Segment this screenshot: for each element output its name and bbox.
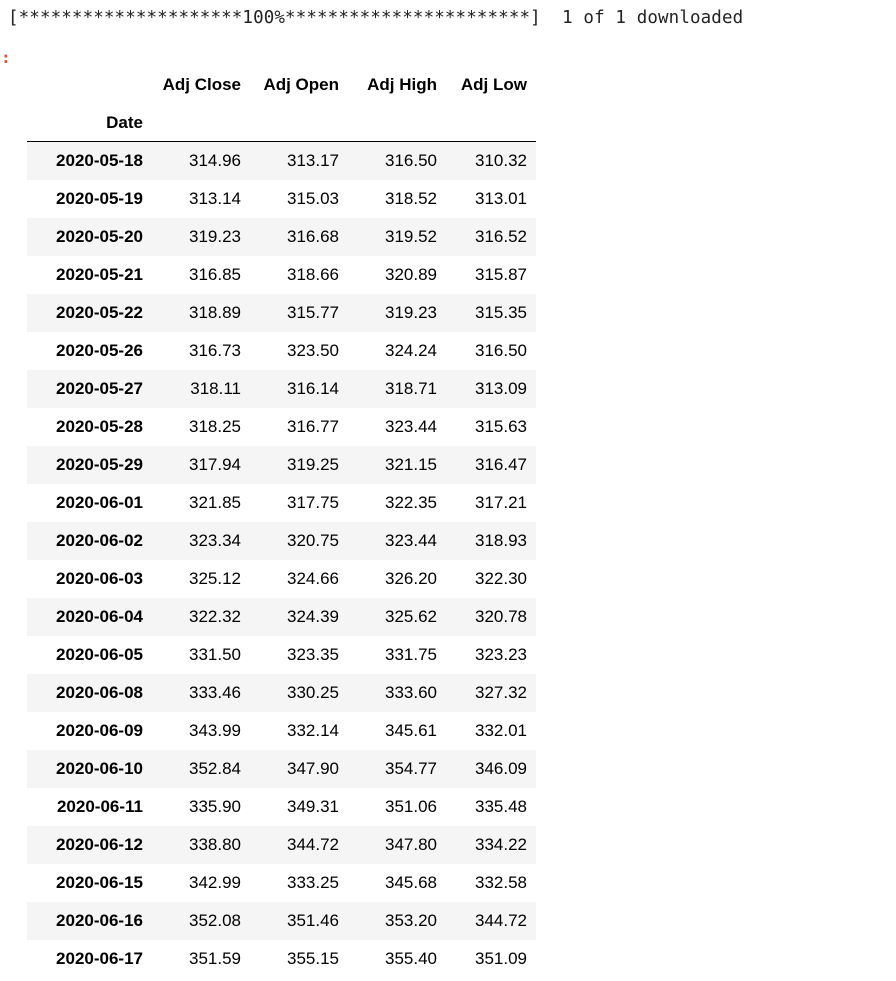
table-row [27, 940, 536, 978]
row-date: 2020-06-11 [56, 797, 143, 816]
cell-adj-open: 315.03 [287, 189, 339, 208]
cell-adj-open: 316.77 [287, 417, 339, 436]
cell-adj-close: 314.96 [189, 151, 241, 170]
cell-adj-close: 317.94 [189, 455, 241, 474]
cell-adj-open: 323.35 [287, 645, 339, 664]
table-row [27, 294, 536, 332]
cell-adj-close: 318.25 [189, 417, 241, 436]
table-row [27, 902, 536, 940]
cell-adj-close: 325.12 [189, 569, 241, 588]
index-corner-cell [27, 65, 143, 105]
cell-adj-high: 323.44 [385, 417, 437, 436]
cell-adj-close: 333.46 [189, 683, 241, 702]
cell-adj-close: 352.08 [189, 911, 241, 930]
cell-adj-low: 322.30 [475, 569, 527, 588]
cell-adj-low: 346.09 [475, 759, 527, 778]
cell-adj-high: 324.24 [385, 341, 437, 360]
row-date: 2020-06-08 [56, 683, 143, 702]
cell-adj-high: 319.23 [385, 303, 437, 322]
cell-adj-open: 351.46 [287, 911, 339, 930]
cell-adj-high: 354.77 [385, 759, 437, 778]
row-date: 2020-05-20 [56, 227, 143, 246]
row-date: 2020-05-26 [56, 341, 143, 360]
cell-adj-open: 316.14 [287, 379, 339, 398]
cell-adj-open: 315.77 [287, 303, 339, 322]
row-date: 2020-06-05 [56, 645, 143, 664]
column-header-adj-low: Adj Low [460, 75, 527, 94]
table-row [27, 674, 536, 712]
download-progress-output: [*********************100%***********************] 1 of 1 downloaded [8, 8, 744, 28]
row-date: 2020-06-01 [56, 493, 143, 512]
row-date: 2020-05-19 [56, 189, 143, 208]
cell-adj-low: 323.23 [475, 645, 527, 664]
cell-adj-open: 320.75 [287, 531, 339, 550]
cell-adj-close: 316.85 [189, 265, 241, 284]
column-header-row [27, 65, 536, 105]
table-row [27, 712, 536, 750]
row-date: 2020-06-10 [56, 759, 143, 778]
table-row [27, 560, 536, 598]
cell-adj-high: 345.61 [385, 721, 437, 740]
cell-adj-open: 332.14 [287, 721, 339, 740]
cell-adj-low: 310.32 [475, 151, 527, 170]
cell-adj-high: 318.52 [385, 189, 437, 208]
row-date: 2020-06-17 [56, 949, 143, 968]
cell-adj-open: 316.68 [287, 227, 339, 246]
cell-adj-low: 317.21 [475, 493, 527, 512]
cell-adj-low: 320.78 [475, 607, 527, 626]
index-name-row [27, 105, 536, 142]
table-row [27, 332, 536, 370]
cell-adj-low: 334.22 [475, 835, 527, 854]
cell-adj-open: 317.75 [287, 493, 339, 512]
cell-adj-close: 338.80 [189, 835, 241, 854]
cell-adj-open: 347.90 [287, 759, 339, 778]
table-row [27, 522, 536, 560]
cell-adj-open: 355.15 [287, 949, 339, 968]
cell-adj-low: 335.48 [475, 797, 527, 816]
row-date: 2020-06-12 [56, 835, 143, 854]
row-date: 2020-06-04 [56, 607, 143, 626]
cell-adj-close: 322.32 [189, 607, 241, 626]
cell-adj-close: 343.99 [189, 721, 241, 740]
cell-adj-high: 326.20 [385, 569, 437, 588]
column-header-adj-open: Adj Open [263, 75, 339, 94]
cell-adj-low: 332.01 [475, 721, 527, 740]
cell-adj-open: 349.31 [287, 797, 339, 816]
cell-adj-high: 316.50 [385, 151, 437, 170]
cell-adj-close: 319.23 [189, 227, 241, 246]
table-row [27, 636, 536, 674]
index-name-date: Date [27, 105, 143, 142]
cell-adj-low: 316.52 [475, 227, 527, 246]
row-date: 2020-05-21 [56, 265, 143, 284]
table-row [27, 750, 536, 788]
dataframe-table [27, 65, 536, 978]
table-row [27, 864, 536, 902]
output-prompt-marker: : [1, 48, 11, 67]
cell-adj-high: 355.40 [385, 949, 437, 968]
row-date: 2020-06-15 [56, 873, 143, 892]
cell-adj-low: 316.50 [475, 341, 527, 360]
cell-adj-low: 316.47 [475, 455, 527, 474]
cell-adj-low: 315.87 [475, 265, 527, 284]
cell-adj-close: 342.99 [189, 873, 241, 892]
cell-adj-open: 318.66 [287, 265, 339, 284]
table-row [27, 142, 536, 181]
cell-adj-open: 313.17 [287, 151, 339, 170]
cell-adj-high: 345.68 [385, 873, 437, 892]
cell-adj-open: 319.25 [287, 455, 339, 474]
cell-adj-high: 321.15 [385, 455, 437, 474]
cell-adj-open: 333.25 [287, 873, 339, 892]
cell-adj-low: 315.35 [475, 303, 527, 322]
table-row [27, 256, 536, 294]
cell-adj-high: 323.44 [385, 531, 437, 550]
column-header-adj-high: Adj High [367, 75, 437, 94]
cell-adj-close: 351.59 [189, 949, 241, 968]
clipped-previous-output [0, 0, 896, 4]
cell-adj-low: 315.63 [475, 417, 527, 436]
cell-adj-low: 313.09 [475, 379, 527, 398]
table-row [27, 218, 536, 256]
row-date: 2020-05-29 [56, 455, 143, 474]
table-row [27, 180, 536, 218]
cell-adj-close: 318.89 [189, 303, 241, 322]
row-date: 2020-06-09 [56, 721, 143, 740]
cell-adj-open: 324.39 [287, 607, 339, 626]
cell-adj-close: 313.14 [189, 189, 241, 208]
cell-adj-high: 318.71 [385, 379, 437, 398]
cell-adj-close: 323.34 [189, 531, 241, 550]
table-row [27, 788, 536, 826]
cell-adj-high: 333.60 [385, 683, 437, 702]
cell-adj-high: 331.75 [385, 645, 437, 664]
cell-adj-close: 316.73 [189, 341, 241, 360]
table-row [27, 484, 536, 522]
table-row [27, 370, 536, 408]
cell-adj-high: 351.06 [385, 797, 437, 816]
row-date: 2020-06-16 [56, 911, 143, 930]
cell-adj-low: 332.58 [475, 873, 527, 892]
cell-adj-low: 313.01 [475, 189, 527, 208]
cell-adj-close: 335.90 [189, 797, 241, 816]
dataframe-body [27, 142, 536, 979]
cell-adj-close: 321.85 [189, 493, 241, 512]
cell-adj-close: 331.50 [189, 645, 241, 664]
table-row [27, 826, 536, 864]
cell-adj-open: 344.72 [287, 835, 339, 854]
column-header-adj-close: Adj Close [162, 75, 241, 94]
table-row [27, 408, 536, 446]
row-date: 2020-05-27 [56, 379, 143, 398]
cell-adj-open: 330.25 [287, 683, 339, 702]
row-date: 2020-06-02 [56, 531, 143, 550]
cell-adj-high: 325.62 [385, 607, 437, 626]
cell-adj-high: 322.35 [385, 493, 437, 512]
table-row [27, 598, 536, 636]
row-date: 2020-05-18 [56, 151, 143, 170]
cell-adj-high: 347.80 [385, 835, 437, 854]
cell-adj-high: 320.89 [385, 265, 437, 284]
row-date: 2020-05-28 [56, 417, 143, 436]
cell-adj-high: 319.52 [385, 227, 437, 246]
cell-adj-low: 344.72 [475, 911, 527, 930]
cell-adj-close: 318.11 [190, 379, 241, 398]
row-date: 2020-06-03 [56, 569, 143, 588]
table-row [27, 446, 536, 484]
cell-adj-close: 352.84 [189, 759, 241, 778]
cell-adj-open: 324.66 [287, 569, 339, 588]
cell-adj-low: 318.93 [475, 531, 527, 550]
cell-adj-low: 327.32 [475, 683, 527, 702]
cell-adj-high: 353.20 [385, 911, 437, 930]
row-date: 2020-05-22 [56, 303, 143, 322]
cell-adj-open: 323.50 [287, 341, 339, 360]
cell-adj-low: 351.09 [475, 949, 527, 968]
